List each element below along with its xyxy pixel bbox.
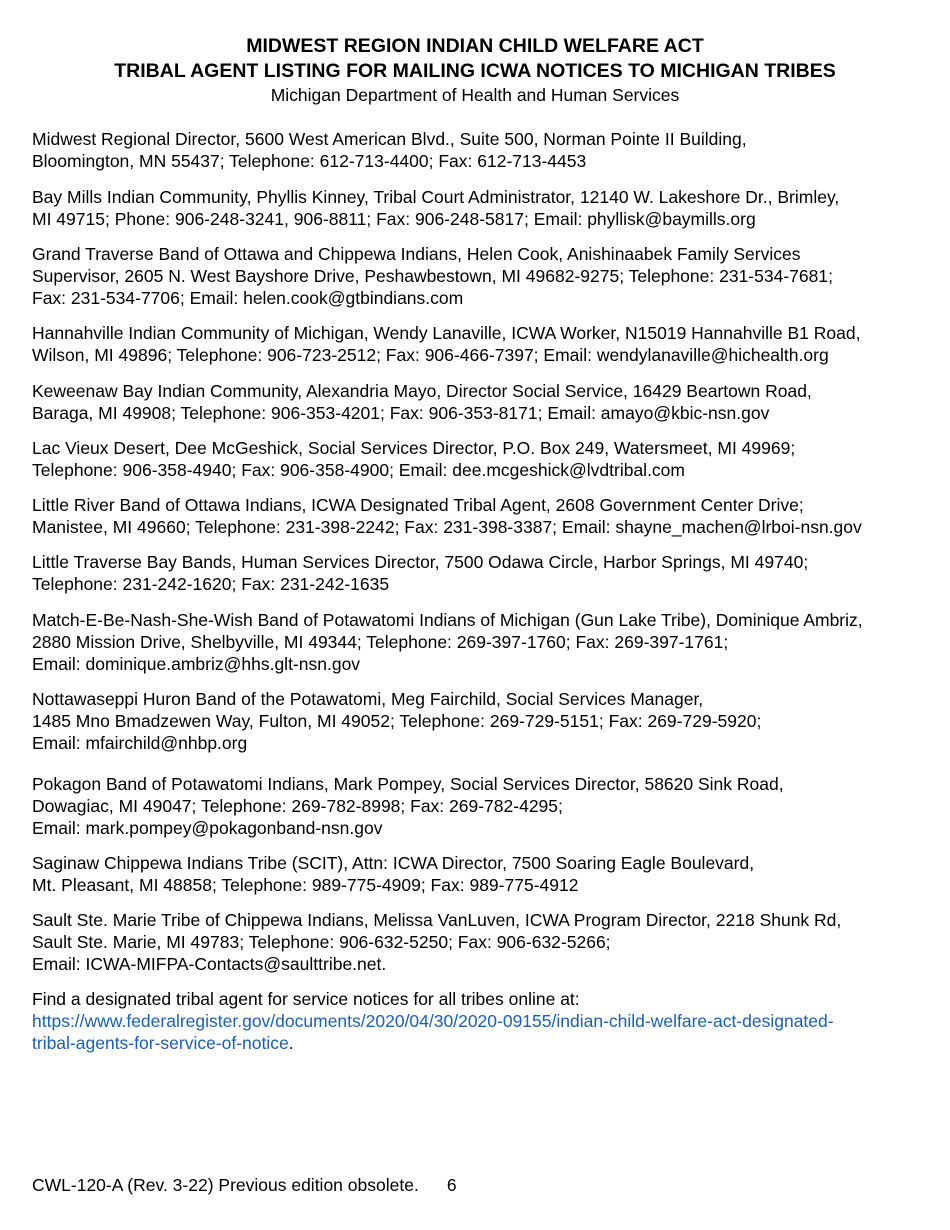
federal-register-link-part-1[interactable]: https://www.federalregister.gov/documents/2020/04/30/2020-09155/indian-child-welfare-act-designated- [32, 1011, 834, 1031]
agent-entry-grand-traverse [32, 243, 932, 309]
find-note-intro: Find a designated tribal agent for service notices for all tribes online at: [32, 989, 580, 1009]
entry-line: Email: dominique.ambriz@hhs.glt-nsn.gov [32, 654, 361, 674]
entry-line: Email: ICWA-MIFPA-Contacts@saulttribe.net. [32, 954, 387, 974]
agent-entry-pokagon-band [32, 773, 932, 839]
entry-line: Wilson, MI 49896; Telephone: 906-723-2512; Fax: 906-466-7397; Email: wendylanaville@hichealth.org [32, 345, 829, 365]
document-title-line-2: TRIBAL AGENT LISTING FOR MAILING ICWA NOTICES TO MICHIGAN TRIBES [114, 60, 836, 82]
entry-line: Mt. Pleasant, MI 48858; Telephone: 989-775-4909; Fax: 989-775-4912 [32, 875, 579, 895]
link-trailing-period: . [288, 1033, 294, 1053]
entry-line: Midwest Regional Director, 5600 West American Blvd., Suite 500, Norman Pointe II Building, [32, 129, 747, 149]
entry-line: Lac Vieux Desert, Dee McGeshick, Social Services Director, P.O. Box 249, Watersmeet, MI 49969; [32, 438, 796, 458]
find-tribal-agent-note [32, 988, 932, 1054]
entry-line: Email: mfairchild@nhbp.org [32, 733, 248, 753]
entry-line: Grand Traverse Band of Ottawa and Chippewa Indians, Helen Cook, Anishinaabek Family Services [32, 244, 801, 264]
agent-entry-keweenaw-bay [32, 380, 932, 424]
page-footer [32, 1174, 457, 1196]
entry-line: Hannahville Indian Community of Michigan, Wendy Lanaville, ICWA Worker, N15019 Hannahville B1 Road, [32, 323, 861, 343]
document-title-line-1: MIDWEST REGION INDIAN CHILD WELFARE ACT [246, 35, 704, 57]
agent-entry-bay-mills [32, 186, 932, 230]
entry-line: Supervisor, 2605 N. West Bayshore Drive, Peshawbestown, MI 49682-9275; Telephone: 231-534-7681; [32, 266, 833, 286]
entry-line: Sault Ste. Marie, MI 49783; Telephone: 906-632-5250; Fax: 906-632-5266; [32, 932, 611, 952]
agent-entry-gun-lake-tribe [32, 609, 932, 675]
agent-entry-midwest-regional-director [32, 128, 932, 172]
entry-line: Telephone: 231-242-1620; Fax: 231-242-1635 [32, 574, 390, 594]
agent-entry-saginaw-chippewa [32, 852, 932, 896]
entry-line: Match-E-Be-Nash-She-Wish Band of Potawatomi Indians of Michigan (Gun Lake Tribe), Dominique Ambriz, [32, 610, 863, 630]
agent-entry-lac-vieux-desert [32, 437, 932, 481]
entry-line: Dowagiac, MI 49047; Telephone: 269-782-8998; Fax: 269-782-4295; [32, 796, 563, 816]
entry-line: Little Traverse Bay Bands, Human Services Director, 7500 Odawa Circle, Harbor Springs, MI 49740; [32, 552, 809, 572]
federal-register-link-line-2[interactable] [32, 1032, 932, 1054]
agent-entry-little-traverse-bay [32, 551, 932, 595]
entry-line: Nottawaseppi Huron Band of the Potawatomi, Meg Fairchild, Social Services Manager, [32, 689, 704, 709]
agent-entry-hannahville [32, 322, 932, 366]
entry-line: Saginaw Chippewa Indians Tribe (SCIT), Attn: ICWA Director, 7500 Soaring Eagle Boulevard, [32, 853, 755, 873]
agent-entry-sault-ste-marie [32, 909, 932, 975]
entry-line: Little River Band of Ottawa Indians, ICWA Designated Tribal Agent, 2608 Government Center Drive; [32, 495, 804, 515]
page-number: 6 [446, 1175, 457, 1195]
document-subtitle: Michigan Department of Health and Human Services [270, 85, 680, 105]
entry-line: Manistee, MI 49660; Telephone: 231-398-2242; Fax: 231-398-3387; Email: shayne_machen@lrboi-nsn.gov [32, 517, 862, 537]
entry-line: Bay Mills Indian Community, Phyllis Kinney, Tribal Court Administrator, 12140 W. Lakeshore Dr., Brimley, [32, 187, 840, 207]
entry-line: Keweenaw Bay Indian Community, Alexandria Mayo, Director Social Service, 16429 Beartown Road, [32, 381, 812, 401]
form-revision-info: CWL-120-A (Rev. 3-22) Previous edition obsolete. [32, 1175, 419, 1195]
entry-line: 2880 Mission Drive, Shelbyville, MI 49344; Telephone: 269-397-1760; Fax: 269-397-1761; [32, 632, 729, 652]
entry-line: Sault Ste. Marie Tribe of Chippewa Indians, Melissa VanLuven, ICWA Program Director, 2218 Shunk Rd, [32, 910, 842, 930]
federal-register-link-line-1[interactable] [32, 1010, 932, 1032]
agent-entry-nottawaseppi-huron [32, 688, 932, 754]
entry-line: MI 49715; Phone: 906-248-3241, 906-8811; Fax: 906-248-5817; Email: phyllisk@baymills.org [32, 209, 756, 229]
entry-line: Pokagon Band of Potawatomi Indians, Mark Pompey, Social Services Director, 58620 Sink Road, [32, 774, 784, 794]
agent-entry-little-river-band [32, 494, 932, 538]
entry-line: Baraga, MI 49908; Telephone: 906-353-4201; Fax: 906-353-8171; Email: amayo@kbic-nsn.gov [32, 403, 770, 423]
entry-line: Email: mark.pompey@pokagonband-nsn.gov [32, 818, 383, 838]
entry-line: Telephone: 906-358-4940; Fax: 906-358-4900; Email: dee.mcgeshick@lvdtribal.com [32, 460, 685, 480]
document-header [0, 34, 950, 106]
tribal-agent-list [32, 128, 932, 1054]
entry-line: 1485 Mno Bmadzewen Way, Fulton, MI 49052; Telephone: 269-729-5151; Fax: 269-729-5920; [32, 711, 762, 731]
entry-line: Bloomington, MN 55437; Telephone: 612-713-4400; Fax: 612-713-4453 [32, 151, 587, 171]
entry-line: Fax: 231-534-7706; Email: helen.cook@gtbindians.com [32, 288, 464, 308]
federal-register-link-part-2[interactable]: tribal-agents-for-service-of-notice [32, 1033, 289, 1053]
